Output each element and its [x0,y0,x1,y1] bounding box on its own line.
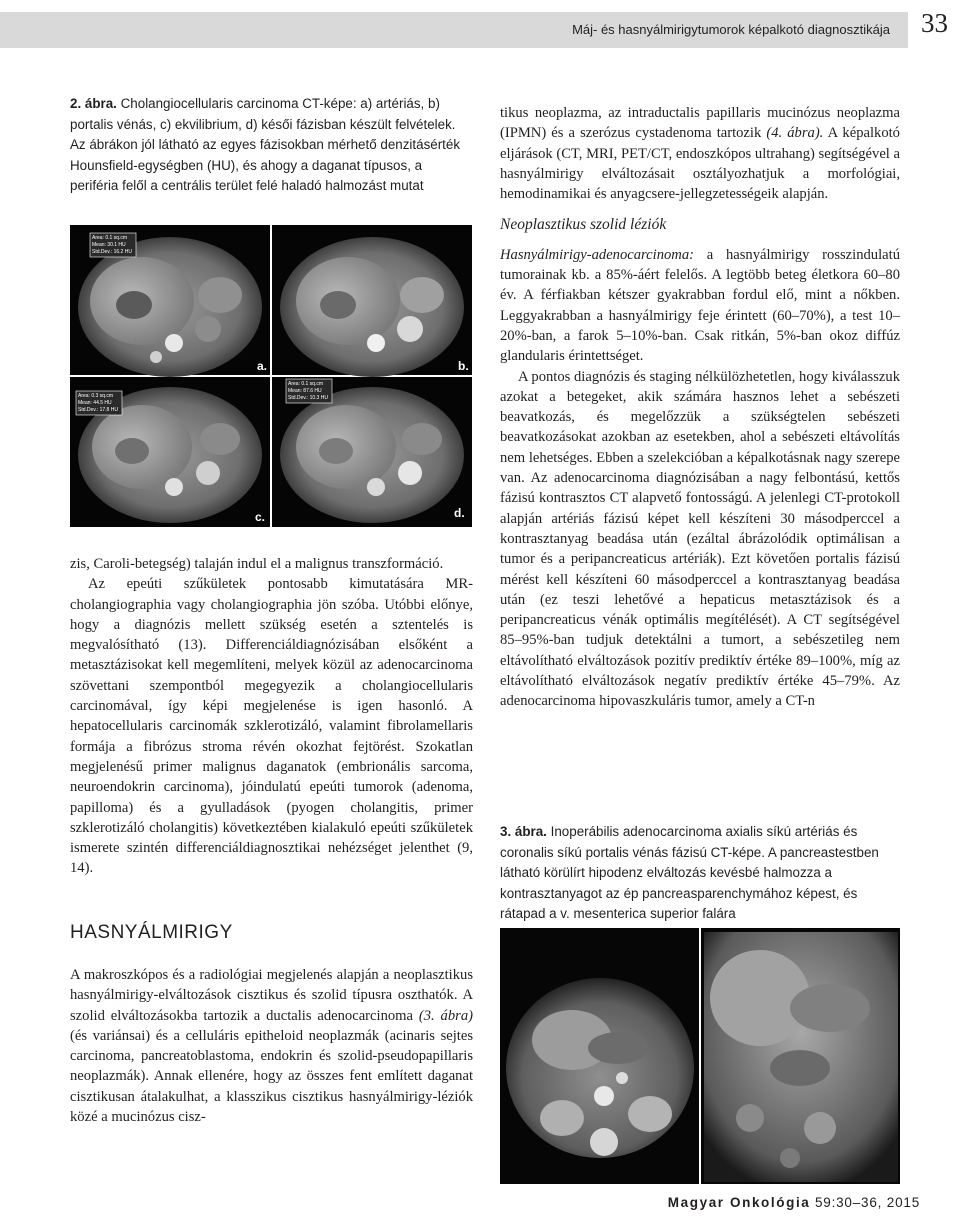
right-paragraph-1-text-b: A képalkotó eljárások (CT, MRI, PET/CT, endoszkópos ultrahang) segítségével a hasnyálmirigy elváltozásait osztályozhatjuk a morfológiai, hemodinamikai és anyagcsere-jellegzetességeik alapján. [500,125,900,203]
left-column-section-body [70,965,473,1127]
roi-a-area: Area: 0.1 sq.cm [92,235,128,241]
ct-panel-a [78,237,262,377]
figure-3-reference: (3. ábra) [418,1007,473,1024]
roi-d-area: Area: 0.1 sq.cm [288,381,324,387]
roi-c-area: Area: 0.3 sq.cm [78,393,114,399]
ct-coronal-image [704,932,898,1182]
roi-c-mean: Mean: 44.5 HU [78,400,112,406]
figure-2-label: 2. ábra. [70,96,117,111]
ct-axial-image [506,978,694,1158]
figure-3-caption [500,822,900,925]
panel-label-d: d. [454,506,465,520]
page-number: 33 [921,8,948,38]
footer-journal: Magyar Onkológia [667,1195,811,1210]
roi-d-mean: Mean: 87.6 HU [288,388,322,394]
section-heading: HASNYÁLMIRIGY [70,922,233,943]
figure-2-caption [70,94,470,197]
left-paragraph-3 [70,965,473,1127]
subheading: Neoplasztikus szolid léziók [500,216,667,234]
figure-2-caption-text: Cholangiocellularis carcinoma CT-képe: a) artériás, b) portalis vénás, c) ekvilibrium, d) késői fázisban készült felvételek. Az ábrákon jól látható az egyes fázisokban mérhető denzitásérték Hounsfield-egységben (HU), és ahogy a daganat típusos, a periféria felől a centrális terület felé haladó halmozást mutat [70,96,461,193]
panel-label-c: c. [255,510,266,524]
figure-3-label: 3. ábra. [500,824,547,839]
figure-2-ct-panels [70,225,472,527]
right-paragraph-3: A pontos diagnózis és staging nélkülözhetetlen, hogy kiválasszuk azokat a betegeket, akik számára hasznos lehet a sebészeti beavatkozás, és megelőzzük a szükségtelen sebészeti beavatkozásokat azokban az esetekben, ahol a sebészeti eltávolítás nem lehetséges. Ebben a szelekcióban a képalkotásnak nagy szerepe van. Az adenocarcinoma diagnózisában a nagy felbontású, kettős fázisú kontrasztos CT alapvető fontosságú. A jelenlegi CT-protokoll alapján artériás fázisú képet kell készíteni 30 másodperccel a kontrasztanyag beadása után (ezáltal ábrázolódik optimálisan a tumor és a peripancreaticus artériák). Ezt követően portalis fázisú mérést kell készíteni 60 másodperccel a kontrasztanyag beadása után (ez teszi lehetővé a hepaticus metasztázisok és a peripancreaticus vénák optimális megítélését). A CT segítségével 85–95%-ban tudjuk detektálni a tumort, a sebészetileg nem eltávolítható elváltozások pozitív prediktív értéke 89–100%, míg az eltávolítható elváltozások negatív prediktív értéke 45–79%. Az adenocarcinoma hipovaszkuláris tumor, amely a CT-n [500,368,900,710]
left-paragraph-2: Az epeúti szűkületek pontosabb kimutatására MR-cholangiographia vagy cholangiographia jön szóba. Utóbbi előnye, hogy a diagnózis mellett szükség esetén a sztentelés is megvalósítható (13). Differenciáldiagnózisában elsőként a metasztázisokat kell megemlíteni, melyek közül az adenocarcinoma szövettani szempontból megegyezik a cholangiocellularis carcinomával, így képi megjelenése is igen hasonló. A hepatocellularis carcinomák szklerotizáló, valamint fibrolamellaris formája a fibrózus stroma révén okozhat fejtörést. Szokatlan megjelenésű primer malignus daganatok (embrionális sarcoma, neuroendokrin carcinoma), jóindulatú epeúti tumorok (adenoma, papilloma) és a gyulladások (pyogen cholangitis, primer szklerotizáló cholangitis) következtében kialakuló epeúti szűkületek ismerete szintén differenciáldiagnosztikai nehézséget jelenthet (9, 14). [70,576,473,877]
footer-volume-pages: 59:30–36, 2015 [810,1195,920,1210]
panel-label-a: a. [257,359,268,373]
left-column-body [70,554,473,879]
panel-label-b: b. [458,359,469,373]
right-paragraph-2 [500,245,900,367]
left-paragraph-1: zis, Caroli-betegség) talaján indul el a malignus transzformáció. [70,556,444,572]
running-header-title: Máj- és hasnyálmirigytumorok képalkotó diagnosztikája [572,22,890,37]
figure-3-ct-images [500,928,900,1184]
ct-panel-d [280,387,464,523]
ct-panel-b [280,237,464,377]
right-paragraph-1 [500,103,900,204]
figure-3-caption-text: Inoperábilis adenocarcinoma axialis síkú artériás és coronalis síkú portalis vénás fázisú CT-képe. A pancreastestben látható körülírt hipodenz elváltozás kevésbé halmozza a kontrasztanyagot az ép pancreasparenchymához képest, és rátapad a v. mesenterica superior falára [500,824,879,921]
roi-a-sd: Std.Dev.: 16.2 HU [92,249,132,255]
footer-citation [668,1195,920,1210]
right-paragraph-2-text: a hasnyálmirigy rosszindulatú tumorainak kb. a 85%-áért felelős. A legtöbb beteg életkora 60–80 év. A férfiakban kétszer gyakrabban fordul elő, mint a nőkben. Leggyakrabban a hasnyálmirigy feje érintett (60–70%), a test 10–20%-ban, a farok 5–10%-ban. Csak ritkán, 5%-ban okoz diffúz glandularis érintettséget. [500,246,900,365]
left-paragraph-3-text-a: A makroszkópos és a radiológiai megjelenés alapján a neoplasztikus hasnyálmirigy-elváltozások cisztikus és szolid típusra oszthatók. A szolid elváltozásokba tartozik a ductalis adenocarcinoma [70,967,473,1024]
figure-4-reference: (4. ábra). [766,125,824,142]
roi-d-sd: Std.Dev.: 10.3 HU [288,395,328,401]
right-paragraph-2-lead: Hasnyálmirigy-adenocarcinoma: [500,246,695,263]
roi-c-sd: Std.Dev.: 17.8 HU [78,407,118,413]
roi-a-mean: Mean: 30.1 HU [92,242,126,248]
right-paragraph-1-text-a: tikus neoplazma, az intraductalis papillaris mucinózus neoplazma (IPMN) és a szerózus cystadenoma tartozik [500,105,900,142]
right-column-body [500,103,900,712]
left-paragraph-3-text-b: (és variánsai) és a celluláris epitheloid neoplazmák (acinaris sejtes carcinoma, pancreatoblastoma, endokrin és szolid-pseudopapillaris neoplazmák). Annak ellenére, hogy az összes fent említett daganat cisztikusan átalakulhat, a klasszikus cisztikus hasnyálmirigy-léziók közé a mucinózus cisz- [70,1027,473,1126]
